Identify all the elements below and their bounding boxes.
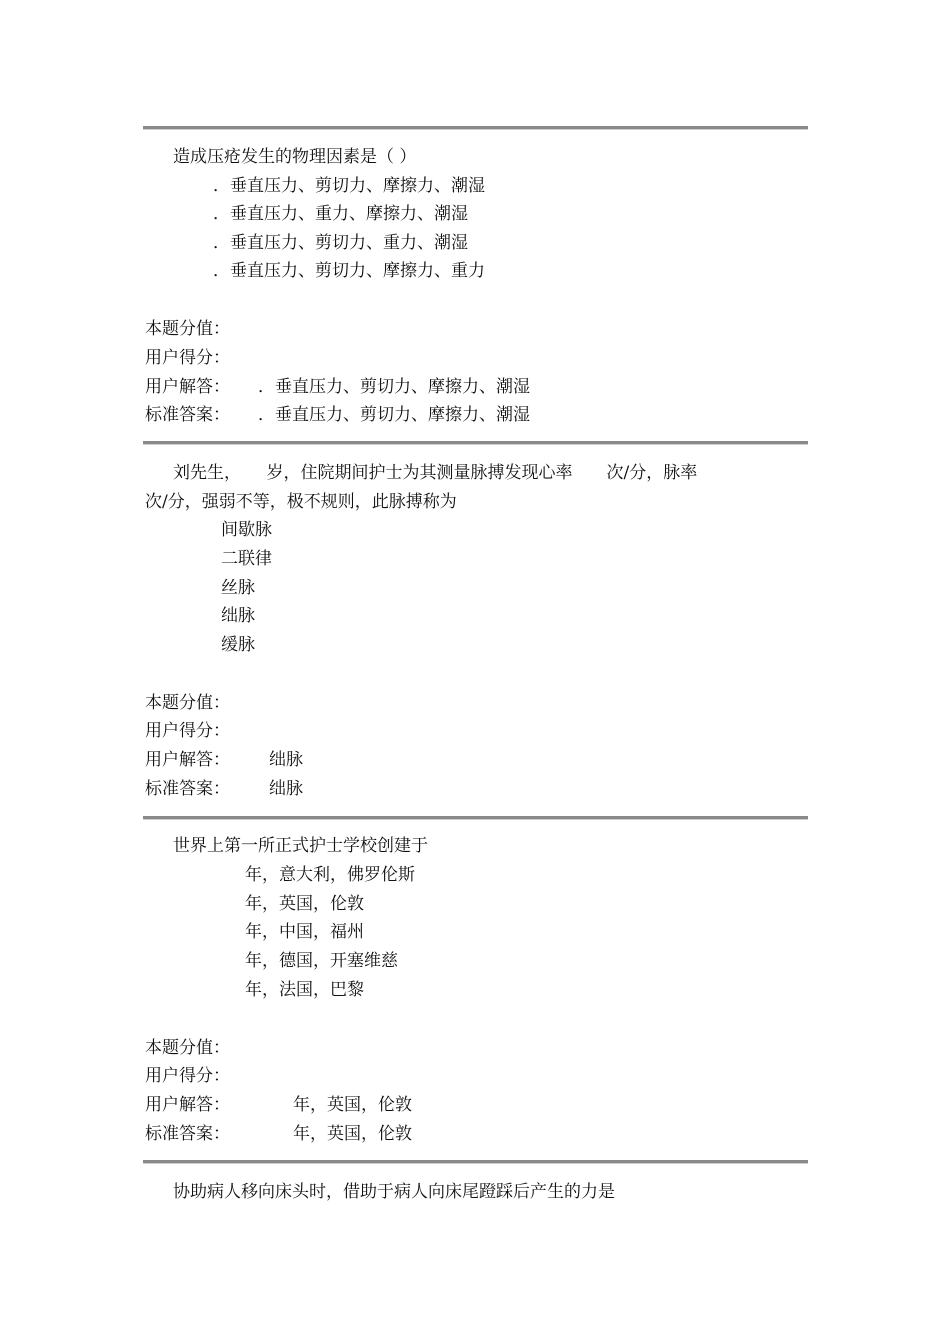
section-divider [143,126,808,130]
question-1-option-b[interactable]: ．垂直压力、重力、摩擦力、潮湿 [213,204,468,224]
question-2-option-e[interactable]: 缓脉 [221,635,255,655]
question-2-score-label: 本题分值： [145,693,230,713]
question-2-standard-answer-label: 标准答案： [145,779,230,799]
question-2-user-score-label: 用户得分： [145,721,230,741]
section-divider [143,816,808,820]
question-2-standard-answer: 绌脉 [269,779,303,799]
question-1-score-label: 本题分值： [145,319,230,339]
question-1-stem: 造成压疮发生的物理因素是（ ） [173,147,417,167]
question-1-standard-answer: ．垂直压力、剪切力、摩擦力、潮湿 [258,405,530,425]
question-3-option-b[interactable]: 年，英国，伦敦 [245,894,364,914]
question-3-option-a[interactable]: 年，意大利，佛罗伦斯 [245,865,415,885]
question-3-option-e[interactable]: 年，法国，巴黎 [245,980,364,1000]
question-1-user-answer: ．垂直压力、剪切力、摩擦力、潮湿 [258,377,530,397]
question-1-option-a[interactable]: ．垂直压力、剪切力、摩擦力、潮湿 [213,176,485,196]
question-2-stem-line-1: 刘先生， 岁，住院期间护士为其测量脉搏发现心率 次/分，脉率 [173,463,698,483]
question-1-option-d[interactable]: ．垂直压力、剪切力、摩擦力、重力 [213,261,485,281]
question-1-user-answer-label: 用户解答： [145,377,230,397]
question-2-option-d[interactable]: 绌脉 [221,606,255,626]
question-2-user-answer-label: 用户解答： [145,750,230,770]
question-2-option-c[interactable]: 丝脉 [221,578,255,598]
question-3-user-answer-label: 用户解答： [145,1095,230,1115]
question-3-score-label: 本题分值： [145,1038,230,1058]
section-divider [143,441,808,445]
question-3-option-c[interactable]: 年，中国，福州 [245,922,364,942]
question-1-option-c[interactable]: ．垂直压力、剪切力、重力、潮湿 [213,233,468,253]
question-3-user-answer: 年，英国，伦敦 [293,1095,412,1115]
question-3-user-score-label: 用户得分： [145,1066,230,1086]
question-4-stem: 协助病人移向床头时，借助于病人向床尾蹬踩后产生的力是 [173,1182,615,1202]
question-3-standard-answer: 年，英国，伦敦 [293,1124,412,1144]
section-divider [143,1160,808,1164]
question-2-option-b[interactable]: 二联律 [221,549,272,569]
question-2-user-answer: 绌脉 [269,750,303,770]
question-3-standard-answer-label: 标准答案： [145,1124,230,1144]
question-1-user-score-label: 用户得分： [145,348,230,368]
question-1-standard-answer-label: 标准答案： [145,405,230,425]
question-3-option-d[interactable]: 年，德国，开塞维慈 [245,951,398,971]
question-2-stem-line-2: 次/分，强弱不等，极不规则，此脉搏称为 [145,492,457,512]
question-2-option-a[interactable]: 间歇脉 [221,520,272,540]
question-3-stem: 世界上第一所正式护士学校创建于 [173,836,428,856]
